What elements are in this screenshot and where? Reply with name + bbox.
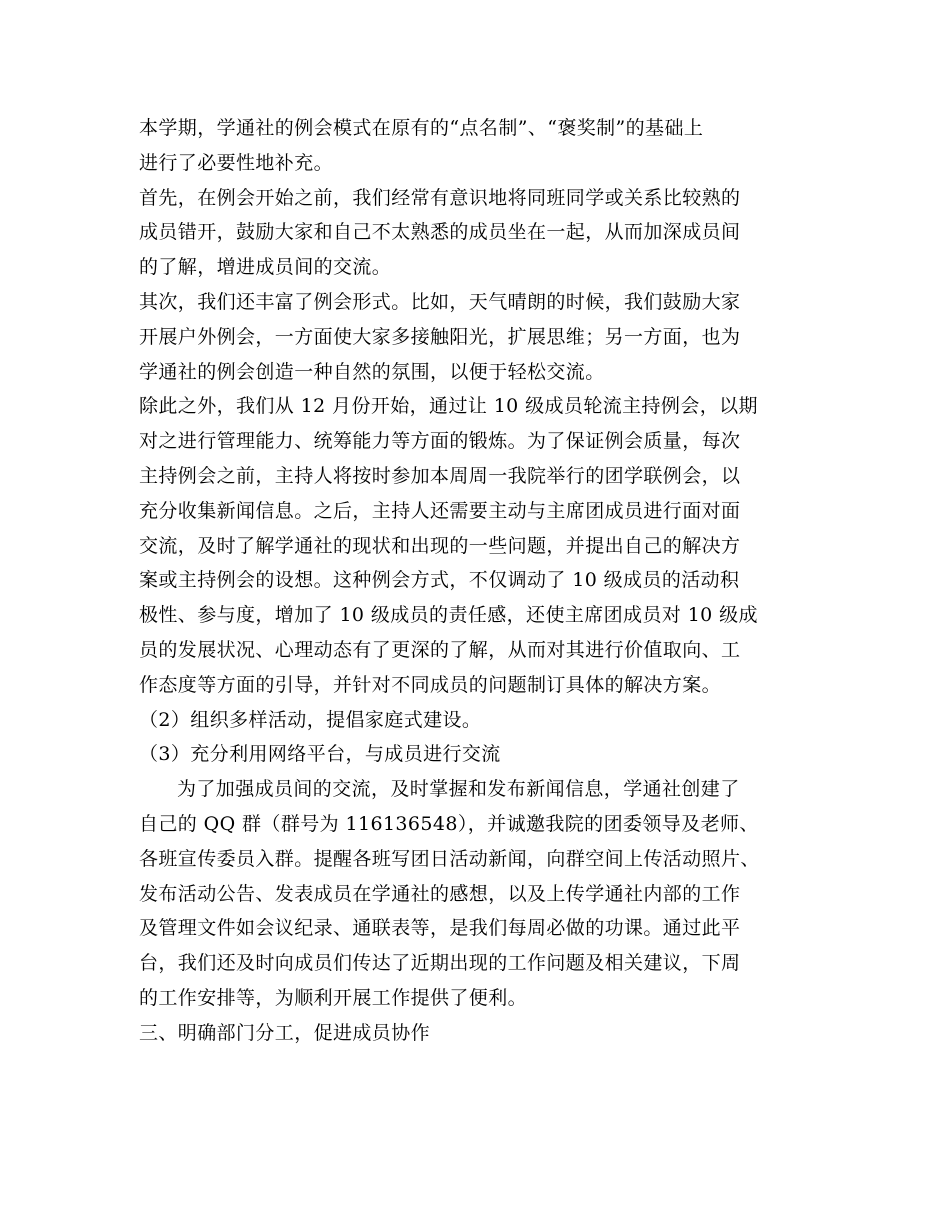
- text-line: 各班宣传委员入群。提醒各班写团日活动新闻，向群空间上传活动照片、: [139, 847, 760, 870]
- text-line: 为了加强成员间的交流，及时掌握和发布新闻信息，学通社创建了: [177, 778, 740, 801]
- text-line: 交流，及时了解学通社的现状和出现的一些问题，并提出自己的解决方: [139, 534, 741, 557]
- text-line: 的工作安排等，为顺利开展工作提供了便利。: [139, 986, 528, 1009]
- subheading-line: （3）充分利用网络平台，与成员进行交流: [139, 743, 501, 766]
- text-line: 除此之外，我们从 12 月份开始，通过让 10 级成员轮流主持例会，以期: [139, 395, 758, 418]
- text-line: 及管理文件如会议纪录、通联表等，是我们每周必做的功课。通过此平: [139, 917, 741, 940]
- text-line: 案或主持例会的设想。这种例会方式，不仅调动了 10 级成员的活动积: [139, 569, 740, 592]
- text-line: 进行了必要性地补充。: [139, 151, 334, 174]
- text-line: 发布活动公告、发表成员在学通社的感想，以及上传学通社内部的工作: [139, 882, 741, 905]
- document-body: [139, 111, 839, 1051]
- text-line: 主持例会之前，主持人将按时参加本周周一我院举行的团学联例会，以: [139, 464, 741, 487]
- text-line: 成员错开，鼓励大家和自己不太熟悉的成员坐在一起，从而加深成员间: [139, 221, 741, 244]
- text-line: 首先，在例会开始之前，我们经常有意识地将同班同学或关系比较熟的: [139, 186, 741, 209]
- section-heading: 三、明确部门分工，促进成员协作: [139, 1021, 431, 1044]
- text-line: 作态度等方面的引导，并针对不同成员的问题制订具体的解决方案。: [139, 673, 722, 696]
- text-line: 学通社的例会创造一种自然的氛围，以便于轻松交流。: [139, 360, 605, 383]
- text-line: 的了解，增进成员间的交流。: [139, 256, 392, 279]
- text-line: 台，我们还及时向成员们传达了近期出现的工作问题及相关建议，下周: [139, 952, 741, 975]
- text-line: 对之进行管理能力、统筹能力等方面的锻炼。为了保证例会质量，每次: [139, 430, 741, 453]
- text-line: 其次，我们还丰富了例会形式。比如，天气晴朗的时候，我们鼓励大家: [139, 290, 741, 313]
- text-line: 自己的 QQ 群（群号为 116136548），并诚邀我院的团委领导及老师、: [139, 812, 759, 835]
- text-line: 员的发展状况、心理动态有了更深的了解，从而对其进行价值取向、工: [139, 638, 741, 661]
- text-line: 本学期，学通社的例会模式在原有的“点名制”、“褒奖制”的基础上: [139, 117, 704, 139]
- text-line: 充分收集新闻信息。之后，主持人还需要主动与主席团成员进行面对面: [139, 499, 741, 522]
- text-line: 极性、参与度，增加了 10 级成员的责任感，还使主席团成员对 10 级成: [139, 604, 758, 627]
- text-line: 开展户外例会，一方面使大家多接触阳光，扩展思维；另一方面，也为: [139, 325, 741, 348]
- subheading-line: （2）组织多样活动，提倡家庭式建设。: [139, 708, 482, 731]
